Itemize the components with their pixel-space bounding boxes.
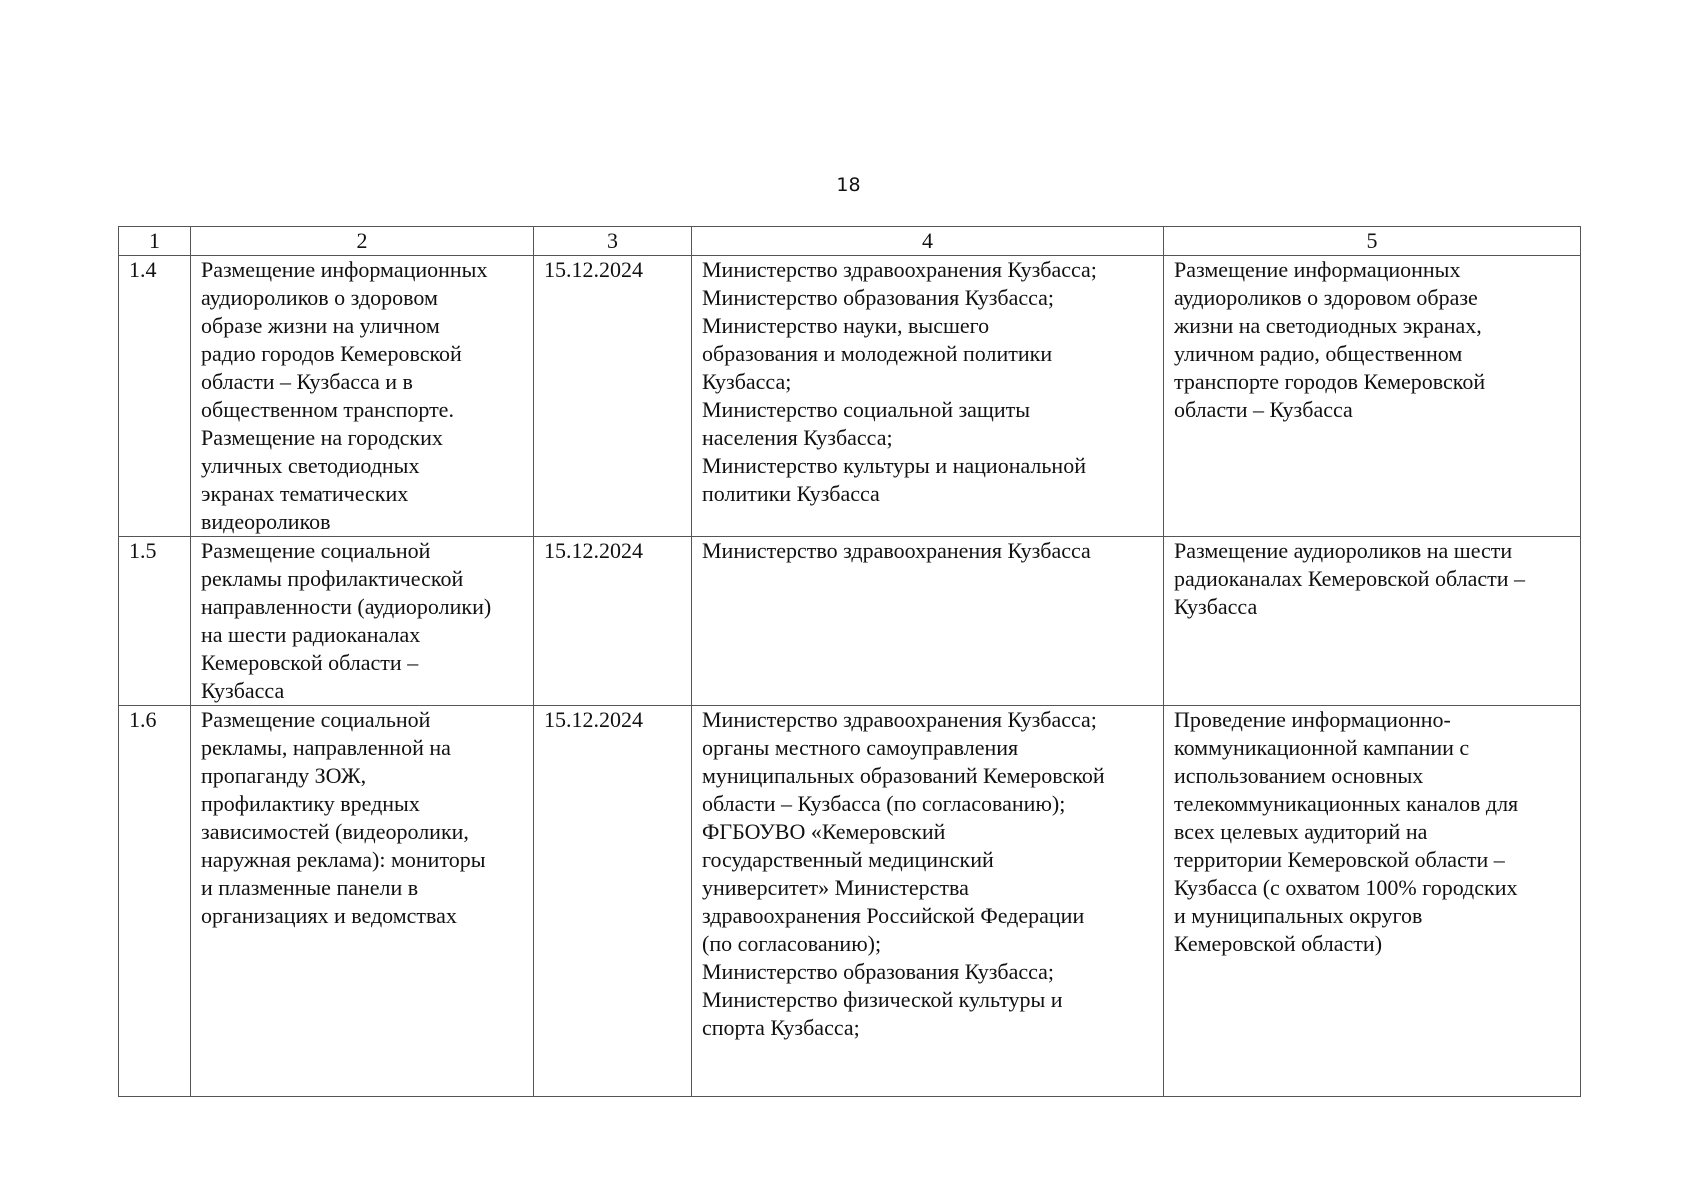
activity-cell [191,537,534,706]
column-header-1: 1 [119,227,191,256]
table-row [119,537,1581,706]
cell-text-line: Министерство образования Кузбасса; [702,959,1055,984]
cell-text-line: университет» Министерства [702,875,969,900]
cell-text-line: Кемеровской области) [1174,931,1383,956]
deadline-cell: 15.12.2024 [534,537,692,706]
cell-text-line: телекоммуникационных каналов для [1174,791,1519,816]
cell-text-line: направленности (аудиоролики) [201,594,492,619]
cell-text-line: Размещение социальной [201,538,431,563]
cell-text-line: Министерство здравоохранения Кузбасса; [702,257,1097,282]
cell-text-line: и муниципальных округов [1174,903,1423,928]
column-header-2: 2 [191,227,534,256]
deadline-cell: 15.12.2024 [534,256,692,537]
cell-text-line: области – Кузбасса и в [201,369,413,394]
cell-text-line: Кузбасса [201,678,285,703]
cell-text-line: Размещение на городских [201,425,443,450]
cell-text-line: коммуникационной кампании с [1174,735,1470,760]
cell-text-line: рекламы, направленной на [201,735,451,760]
row-number: 1.6 [119,706,191,1097]
column-header-3: 3 [534,227,692,256]
cell-text-line: Министерство культуры и национальной [702,453,1086,478]
activity-cell [191,706,534,1097]
cell-text-line: жизни на светодиодных экранах, [1174,313,1482,338]
cell-text-line: радиоканалах Кемеровской области – [1174,566,1526,591]
cell-text-line: Министерство социальной защиты [702,397,1031,422]
cell-text-line: образования и молодежной политики [702,341,1053,366]
page-number: 18 [836,174,861,196]
cell-text-line: Размещение информационных [1174,257,1461,282]
cell-text-line: профилактику вредных [201,791,420,816]
cell-text-line: Министерство здравоохранения Кузбасса; [702,707,1097,732]
cell-text-line: экранах тематических [201,481,409,506]
cell-text-line: Кузбасса [1174,594,1258,619]
table-header-row [119,227,1581,256]
cell-text-line: всех целевых аудиторий на [1174,819,1428,844]
column-header-4: 4 [692,227,1164,256]
row-number: 1.5 [119,537,191,706]
result-cell [1164,256,1581,537]
cell-text-line: населения Кузбасса; [702,425,893,450]
deadline-cell: 15.12.2024 [534,706,692,1097]
responsible-cell [692,537,1164,706]
result-cell [1164,706,1581,1097]
cell-text-line: радио городов Кемеровской [201,341,462,366]
cell-text-line: Размещение информационных [201,257,488,282]
cell-text-line: муниципальных образований Кемеровской [702,763,1105,788]
cell-text-line: и плазменные панели в [201,875,419,900]
plan-table [118,226,1581,1097]
cell-text-line: рекламы профилактической [201,566,464,591]
cell-text-line: Проведение информационно- [1174,707,1451,732]
cell-text-line: государственный медицинский [702,847,994,872]
column-header-5: 5 [1164,227,1581,256]
cell-text-line: транспорте городов Кемеровской [1174,369,1486,394]
cell-text-line: уличном радио, общественном [1174,341,1463,366]
result-cell [1164,537,1581,706]
cell-text-line: территории Кемеровской области – [1174,847,1505,872]
cell-text-line: образе жизни на уличном [201,313,440,338]
row-number: 1.4 [119,256,191,537]
cell-text-line: уличных светодиодных [201,453,420,478]
cell-text-line: Министерство здравоохранения Кузбасса [702,538,1091,563]
cell-text-line: видеороликов [201,509,331,534]
cell-text-line: использованием основных [1174,763,1424,788]
cell-text-line: Размещение аудиороликов на шести [1174,538,1513,563]
cell-text-line: политики Кузбасса [702,481,880,506]
cell-text-line: зависимостей (видеоролики, [201,819,469,844]
responsible-cell [692,256,1164,537]
cell-text-line: Министерство образования Кузбасса; [702,285,1055,310]
cell-text-line: аудиороликов о здоровом [201,285,438,310]
cell-text-line: общественном транспорте. [201,397,454,422]
activity-cell [191,256,534,537]
cell-text-line: Размещение социальной [201,707,431,732]
cell-text-line: области – Кузбасса (по согласованию); [702,791,1066,816]
cell-text-line: спорта Кузбасса; [702,1015,860,1040]
cell-text-line: аудиороликов о здоровом образе [1174,285,1478,310]
cell-text-line: Кузбасса (с охватом 100% городских [1174,875,1518,900]
cell-text-line: организациях и ведомствах [201,903,457,928]
cell-text-line: Кузбасса; [702,369,792,394]
responsible-cell [692,706,1164,1097]
cell-text-line: (по согласованию); [702,931,882,956]
cell-text-line: Кемеровской области – [201,650,419,675]
cell-text-line: Министерство науки, высшего [702,313,990,338]
cell-text-line: Министерство физической культуры и [702,987,1063,1012]
cell-text-line: ФГБОУВО «Кемеровский [702,819,946,844]
cell-text-line: области – Кузбасса [1174,397,1353,422]
cell-text-line: здравоохранения Российской Федерации [702,903,1085,928]
table-row [119,706,1581,1097]
cell-text-line: органы местного самоуправления [702,735,1019,760]
cell-text-line: пропаганду ЗОЖ, [201,763,367,788]
table-row [119,256,1581,537]
cell-text-line: наружная реклама): мониторы [201,847,486,872]
cell-text-line: на шести радиоканалах [201,622,421,647]
